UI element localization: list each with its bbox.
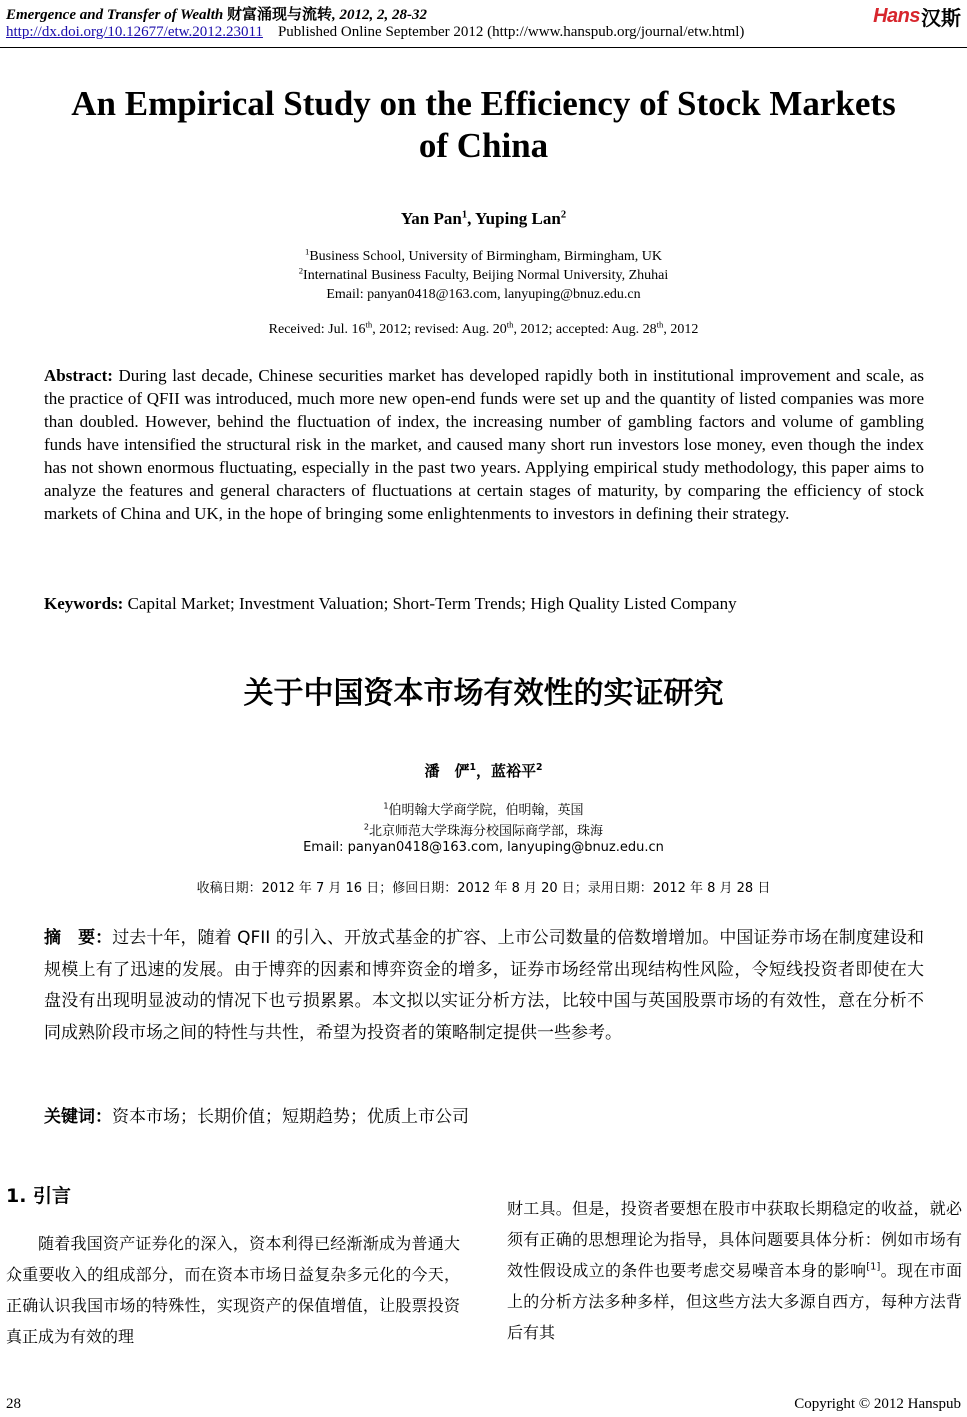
received-dates: [0, 319, 967, 338]
keywords-label: Keywords:: [44, 594, 124, 613]
body-text: 。现在市面上的分析方法多种多样，但这些方法大多源自西方，每种方法背后有其: [507, 1261, 962, 1342]
affiliation-marker: 1: [304, 246, 310, 257]
abstract-label-cn: 摘 要：: [44, 928, 113, 948]
body-column-right: [507, 1193, 962, 1348]
journal-volume-info: , 2012, 2, 28-32: [332, 7, 427, 23]
author-separator: ，: [475, 762, 491, 780]
section-heading-introduction: 1. 引言: [6, 1185, 72, 1207]
date-text: , 2012; revised: Aug. 20: [372, 322, 507, 337]
date-suffix: th: [656, 319, 664, 330]
author-affiliation-marker: 1: [461, 209, 468, 221]
published-online-text: Published Online September 2012 (http://www.hanspub.org/journal/etw.html): [277, 24, 745, 40]
abstract-cn: [44, 923, 924, 1049]
doi-link[interactable]: http://dx.doi.org/10.12677/etw.2012.23011: [6, 24, 263, 40]
journal-name-cn: 财富涌现与流转: [226, 7, 332, 23]
date-text: , 2012; accepted: Aug. 28: [513, 322, 657, 337]
email-line: Email: panyan0418@163.com, lanyuping@bnuz.edu.cn: [326, 287, 641, 302]
author-separator: ,: [467, 209, 475, 228]
affiliation-marker: 2: [363, 822, 370, 832]
paper-title-cn: 关于中国资本市场有效性的实证研究: [243, 676, 724, 711]
affiliation-marker: 1: [383, 801, 389, 811]
publisher-logo-cn: 汉斯: [921, 6, 961, 30]
keywords-text: Capital Market; Investment Valuation; Short-Term Trends; High Quality Listed Company: [123, 594, 737, 613]
citation-reference[interactable]: [1]: [866, 1261, 881, 1273]
affiliation-text: 伯明翰大学商学院，伯明翰，英国: [388, 803, 584, 818]
affiliation-1: [0, 246, 967, 265]
affiliation-text: Business School, University of Birmingham, Birmingham, UK: [309, 249, 663, 264]
author-affiliation-marker: 2: [536, 762, 543, 773]
abstract-label: Abstract:: [44, 366, 113, 385]
keywords-text-cn: 资本市场；长期价值；短期趋势；优质上市公司: [112, 1107, 469, 1127]
author-name-cn: 蓝裕平: [491, 762, 537, 780]
keywords-cn: [44, 1102, 924, 1127]
affiliation-text: Internatinal Business Faculty, Beijing Normal University, Zhuhai: [303, 268, 669, 283]
keywords-label-cn: 关键词：: [44, 1107, 112, 1127]
author-list-cn: [0, 760, 967, 781]
abstract-text: During last decade, Chinese securities market has developed rapidly both in institutional improvement and scale, as the practice of QFII was introduced, much more new open-end funds were set up and the quantity of listed companies was more than doubled. However, behind the fluctuation of index, the increasing number of gambling factors and volume of gambling funds have intensified the structural risk in the market, and caused many short run investors lose money, even though the index has not shown enormous fluctuating, especially in the past two years. Applying empirical study methodology, this paper aims to analyze the features and general characters of fluctuations at certain stages of maturity, by comparing the efficiency of stock markets of China and UK, in the hope of bringing some enlightenments to investors in defining their strategy.: [44, 366, 925, 523]
paper-title: [0, 83, 967, 167]
author-list: [0, 209, 967, 229]
affiliation-text: 北京师范大学珠海分校国际商学部，珠海: [369, 824, 604, 839]
date-text: Received: Jul. 16: [268, 322, 366, 337]
date-suffix: th: [506, 319, 514, 330]
body-text: 财工具。但是，投资者要想在股市中获取长期稳定的收益，就必须有正确的思想理论为指导，具体问题要具体分析：例如市场有效性假设成立的条件也要考虑交易噪音本身的影响: [507, 1199, 962, 1280]
copyright-notice: Copyright © 2012 Hanspub: [794, 1396, 961, 1412]
doi-line: [6, 24, 744, 41]
header-rule: [0, 47, 967, 48]
journal-header: [6, 3, 427, 24]
affiliation-marker: 2: [298, 265, 304, 276]
affiliation-2: [0, 265, 967, 284]
author-name: Yuping Lan: [474, 209, 561, 228]
date-suffix: th: [365, 319, 373, 330]
author-affiliation-marker: 2: [560, 209, 567, 221]
abstract-text-cn: 过去十年，随着 QFII 的引入、开放式基金的扩容、上市公司数量的倍数增增加。中国证券市场在制度建设和规模上有了迅速的发展。由于博弈的因素和博弈资金的增多，证券市场经常出现结构性风险，令短线投资者即使在大盘没有出现明显波动的情况下也亏损累累。本文拟以实证分析方法，比较中国与英国股票市场的有效性，意在分析不同成熟阶段市场之间的特性与共性，希望为投资者的策略制定提供一些参考。: [44, 928, 925, 1043]
keywords-en: [44, 594, 924, 614]
abstract-en: [44, 364, 924, 525]
journal-name-en: Emergence and Transfer of Wealth: [6, 7, 224, 23]
paper-title-line-1: An Empirical Study on the Efficiency of Stock Markets: [71, 84, 896, 123]
received-dates-cn: 收稿日期：2012 年 7 月 16 日；修回日期：2012 年 8 月 20 日；录用日期：2012 年 8 月 28 日: [196, 881, 771, 896]
affiliation-cn-2: [0, 820, 967, 839]
author-affiliation-marker: 1: [469, 762, 476, 773]
author-name-cn: 潘 俨: [424, 762, 470, 780]
body-column-left: 随着我国资产证券化的深入，资本利得已经渐渐成为普通大众重要收入的组成部分，而在资本市场日益复杂多元化的今天，正确认识我国市场的特殊性，实现资产的保值增值，让股票投资真正成为有效的理: [6, 1234, 460, 1346]
page-number: 28: [6, 1396, 21, 1412]
date-text: , 2012: [663, 322, 699, 337]
publisher-logo: [873, 2, 961, 31]
email-line-cn: Email: panyan0418@163.com, lanyuping@bnuz.edu.cn: [303, 840, 664, 855]
publisher-logo-hans: Hans: [873, 5, 920, 27]
author-name: Yan Pan: [400, 209, 462, 228]
paper-title-line-2: of China: [418, 126, 549, 165]
affiliation-cn-1: [0, 799, 967, 818]
